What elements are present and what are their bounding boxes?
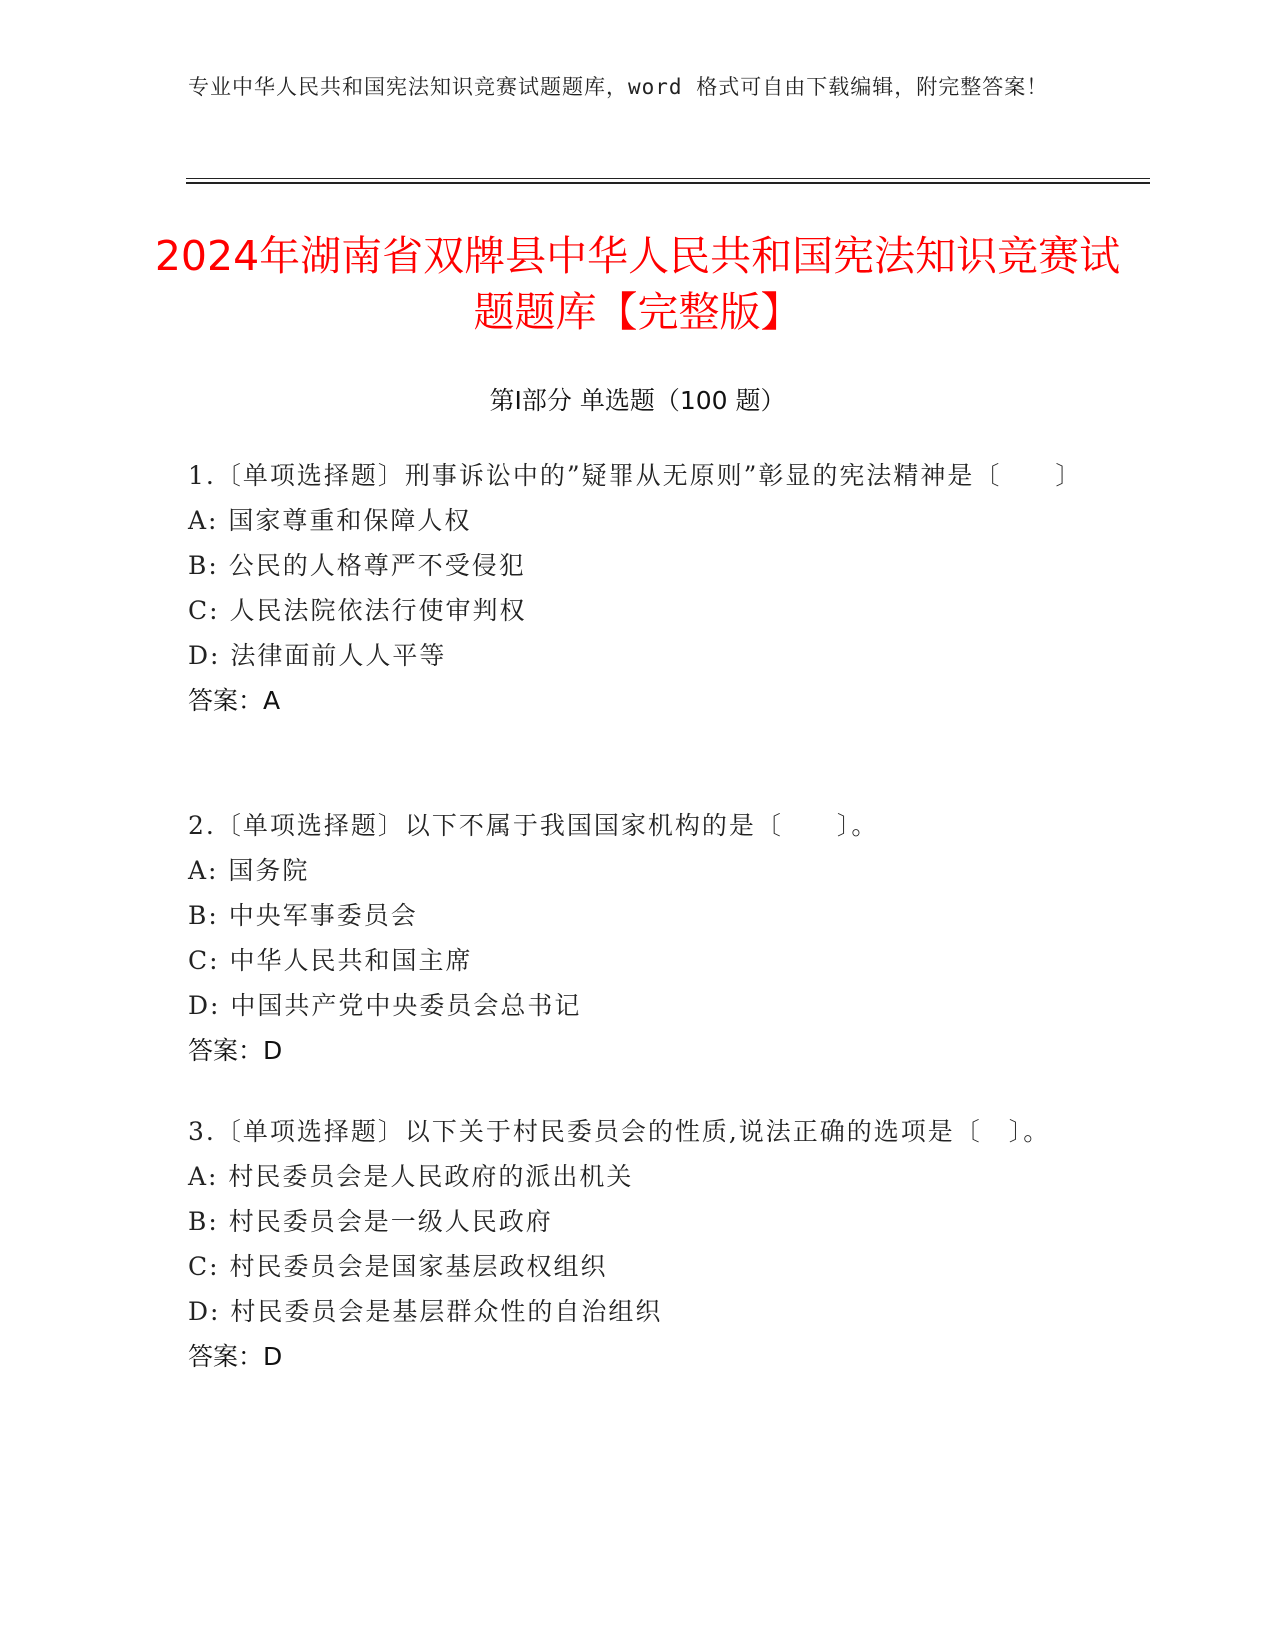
option-d: D: 中国共产党中央委员会总书记: [188, 991, 582, 1020]
header-note: 专业中华人民共和国宪法知识竞赛试题题库，word 格式可自由下载编辑，附完整答案！: [188, 75, 1049, 99]
option-b: B: 中央军事委员会: [188, 901, 418, 930]
option-c: C: 中华人民共和国主席: [188, 946, 473, 975]
question-2: [188, 804, 1088, 1073]
section-title: 第Ⅰ部分 单选题（100 题）: [489, 386, 786, 415]
document-title: 2024年湖南省双牌县中华人民共和国宪法知识竞赛试题题库【完整版】: [154, 232, 1121, 336]
option-d: D: 村民委员会是基层群众性的自治组织: [188, 1297, 663, 1326]
question-stem: 3.〔单项选择题〕以下关于村民委员会的性质,说法正确的选项是〔 〕。: [188, 1117, 1051, 1146]
question-stem: 1.〔单项选择题〕刑事诉讼中的”疑罪从无原则”彰显的宪法精神是〔 〕: [188, 461, 1083, 490]
option-a: A: 国务院: [188, 856, 310, 885]
question-3: [188, 1110, 1088, 1379]
answer: 答案：D: [188, 1342, 283, 1371]
option-c: C: 人民法院依法行使审判权: [188, 596, 527, 625]
header-divider-thin: [186, 178, 1150, 179]
option-a: A: 国家尊重和保障人权: [188, 506, 472, 535]
answer: 答案：D: [188, 1036, 283, 1065]
answer: 答案：A: [188, 686, 281, 715]
option-a: A: 村民委员会是人民政府的派出机关: [188, 1162, 634, 1191]
question-stem: 2.〔单项选择题〕以下不属于我国国家机构的是〔 〕。: [188, 811, 879, 840]
option-b: B: 公民的人格尊严不受侵犯: [188, 551, 526, 580]
option-b: B: 村民委员会是一级人民政府: [188, 1207, 553, 1236]
question-1: [188, 454, 1088, 723]
option-d: D: 法律面前人人平等: [188, 641, 447, 670]
option-c: C: 村民委员会是国家基层政权组织: [188, 1252, 608, 1281]
header-divider-thick: [186, 182, 1150, 184]
